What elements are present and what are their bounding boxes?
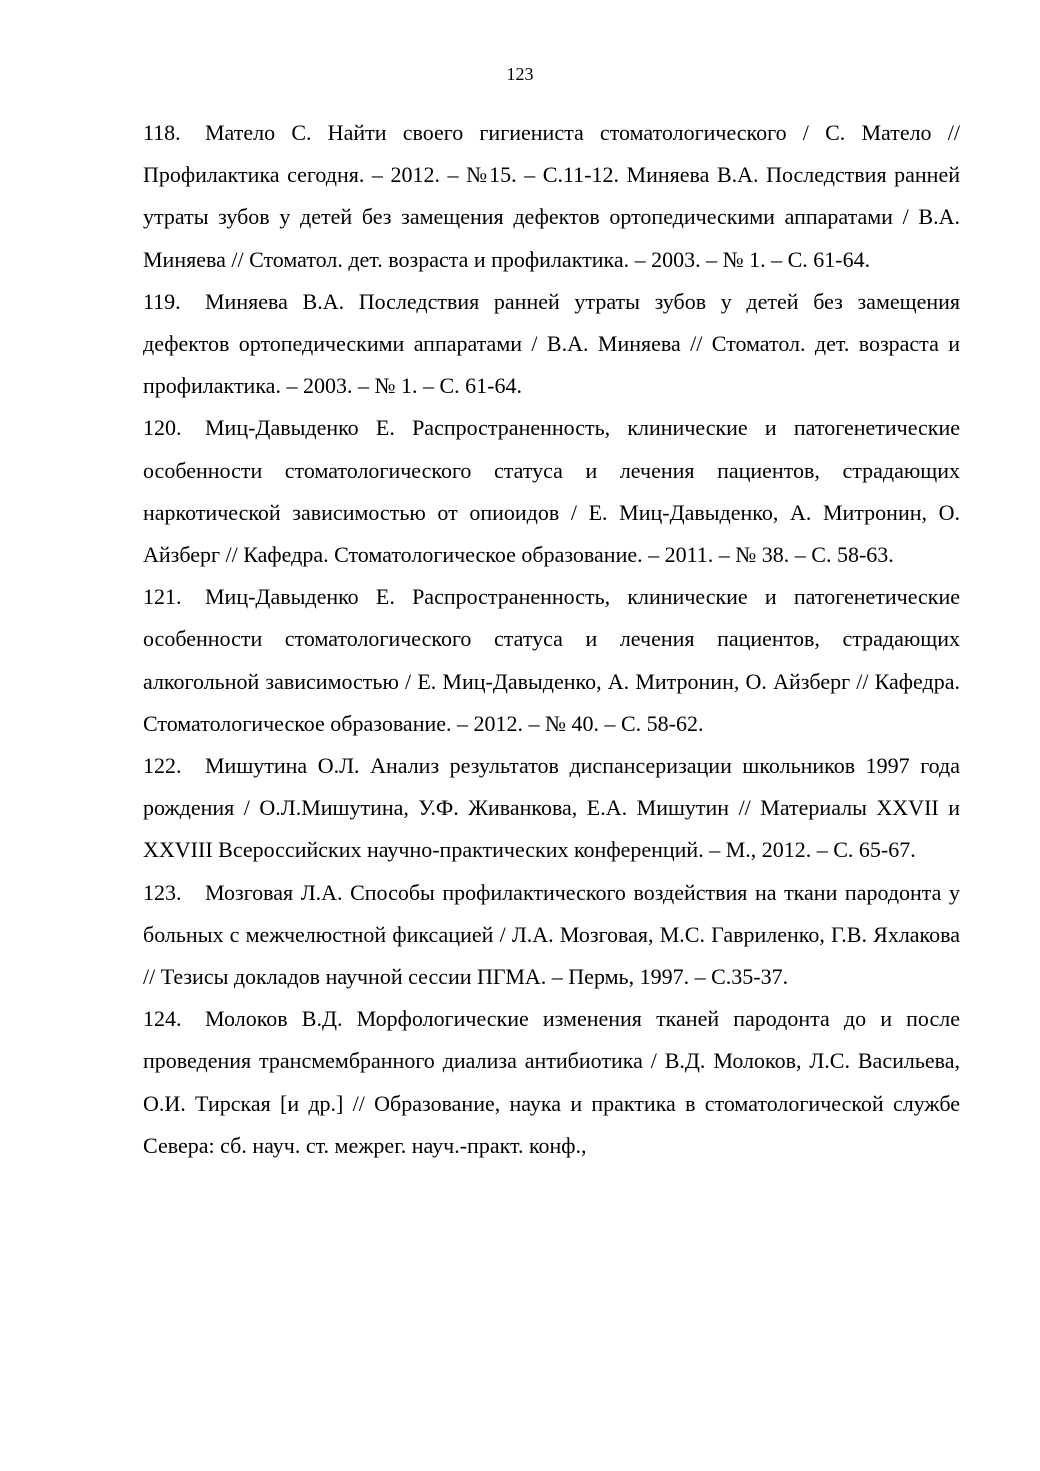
reference-number: 124. xyxy=(143,1006,182,1032)
reference-number: 121. xyxy=(143,584,182,610)
reference-number: 122. xyxy=(143,753,182,779)
page-number: 123 xyxy=(506,64,534,84)
reference-item xyxy=(143,998,960,1167)
reference-text: Молоков В.Д. Морфологические изменения тканей пародонта до и после проведения трансмембранного диализа антибиотика / В.Д. Молоков, Л.С. Васильева, О.И. Тирская [и др.] // Образование, наука и практика в стоматологической службе Севера: сб. науч. ст. межрег. науч.-практ. конф., xyxy=(143,1006,960,1158)
reference-number: 119. xyxy=(143,288,181,314)
reference-item xyxy=(143,872,960,999)
reference-item xyxy=(143,576,960,745)
reference-item xyxy=(143,281,960,408)
reference-number: 120. xyxy=(143,415,182,441)
reference-text: Мозговая Л.А. Способы профилактического воздействия на ткани пародонта у больных с межчелюстной фиксацией / Л.А. Мозговая, М.С. Гавриленко, Г.В. Яхлакова // Тезисы докладов научной сессии ПГМА. – Пермь, 1997. – С.35-37. xyxy=(143,879,960,990)
reference-text: Мишутина О.Л. Анализ результатов диспансеризации школьников 1997 года рождения / О.Л.Мишутина, У.Ф. Живанкова, Е.А. Мишутин // Материалы XXVII и XXVIII Всероссийских научно-практических конференций. – М., 2012. – С. 65-67. xyxy=(143,753,960,863)
reference-number: 118. xyxy=(143,120,181,145)
reference-text: Миц-Давыденко Е. Распространенность, клинические и патогенетические особенности стоматологического статуса и лечения пациентов, страдающих наркотической зависимостью от опиоидов / Е. Миц-Давыденко, А. Митронин, О. Айзберг // Кафедра. Стоматологическое образование. – 2011. – № 38. – С. 58-63. xyxy=(143,415,960,568)
reference-number: 123. xyxy=(143,879,182,905)
reference-item xyxy=(143,112,960,281)
reference-list xyxy=(143,112,960,1167)
reference-text: Миц-Давыденко Е. Распространенность, клинические и патогенетические особенности стоматологического статуса и лечения пациентов, страдающих алкогольной зависимостью / Е. Миц-Давыденко, А. Митронин, О. Айзберг // Кафедра. Стоматологическое образование. – 2012. – № 40. – С. 58-62. xyxy=(143,584,960,736)
reference-item xyxy=(143,745,960,872)
reference-text: Мателo С. Найти своего гигиениста стоматологического / С. Мателo // Профилактика сегодня. – 2012. – №15. – С.11-12. Миняева В.А. Последствия ранней утраты зубов у детей без замещения дефектов ортопедическими аппаратами / В.А. Миняева // Стоматол. дет. возраста и профилактика. – 2003. – № 1. – С. 61-64. xyxy=(143,120,960,272)
reference-text: Миняева В.А. Последствия ранней утраты зубов у детей без замещения дефектов ортопедическими аппаратами / В.А. Миняева // Стоматол. дет. возраста и профилактика. – 2003. – № 1. – С. 61-64. xyxy=(143,288,960,399)
reference-item xyxy=(143,407,960,576)
